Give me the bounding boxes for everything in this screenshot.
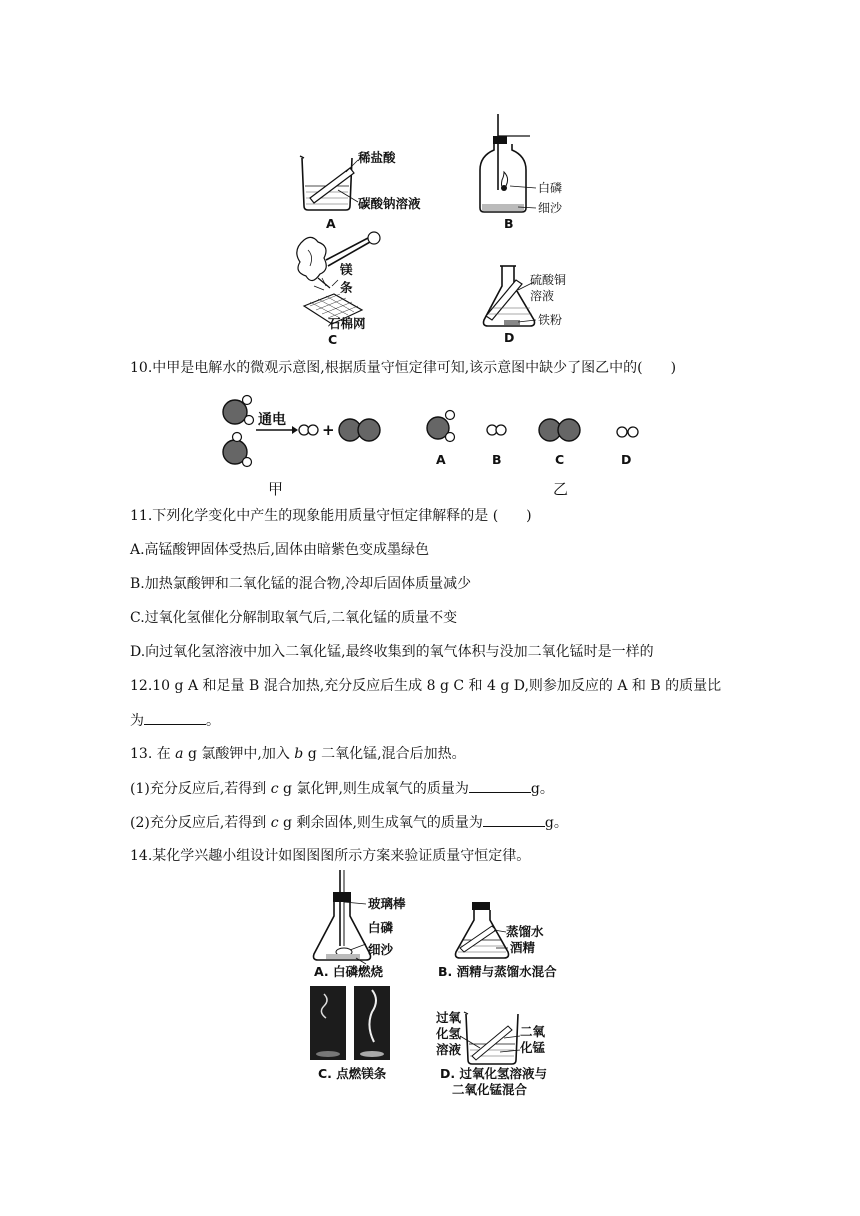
electrolysis-diagram [210, 390, 650, 500]
answer-blank[interactable] [483, 812, 545, 827]
question-11-option-b: B.加热氯酸钾和二氧化锰的混合物,冷却后固体质量减少 [130, 576, 472, 592]
tag-c: C [328, 332, 338, 347]
label-alcohol: 酒精 [510, 940, 536, 955]
apparatus-d [484, 266, 567, 345]
label-magnesium-1: 镁 [340, 262, 353, 277]
diagram-jia [223, 396, 380, 499]
label-iron-powder: 铁粉 [538, 313, 563, 327]
question-11-option-a: A.高锰酸钾固体受热后,固体由暗紫色变成墨绿色 [130, 542, 430, 558]
setup-d-peroxide [435, 1010, 547, 1097]
option-a: A [436, 452, 446, 467]
label-manganese-dioxide-2: 化锰 [520, 1040, 546, 1055]
option-d: D [621, 452, 632, 467]
question-13-text: 13. 在 a g 氯酸钾中,加入 b g 二氧化锰,混合后加热。 [130, 746, 466, 762]
setup-a-white-phosphorus [314, 870, 407, 979]
caption-b: B. 酒精与蒸馏水混合 [438, 964, 557, 979]
question-10-text: 10.中甲是电解水的微观示意图,根据质量守恒定律可知,该示意图中缺少了图乙中的( ) [130, 360, 677, 376]
label-dilute-hcl: 稀盐酸 [358, 150, 396, 165]
option-b: B [492, 452, 502, 467]
caption-a: A. 白磷燃烧 [314, 964, 384, 979]
setup-b-alcohol-water [438, 902, 557, 979]
apparatus-a [300, 150, 421, 231]
label-sodium-carbonate: 碳酸钠溶液 [358, 196, 421, 211]
answer-blank[interactable] [469, 778, 531, 793]
question-13-part1: (1)充分反应后,若得到 c g 氯化钾,则生成氧气的质量为 g。 [130, 778, 554, 799]
apparatus-b [480, 114, 563, 231]
question-11-text: 11.下列化学变化中产生的现象能用质量守恒定律解释的是 ( ) [130, 508, 532, 524]
caption-d-2: 二氧化锰混合 [452, 1082, 528, 1097]
label-copper-sulfate-1: 硫酸铜 [530, 273, 567, 287]
question-13-part2: (2)充分反应后,若得到 c g 剩余固体,则生成氧气的质量为 g。 [130, 812, 568, 833]
label-distilled-water: 蒸馏水 [506, 924, 544, 939]
plus-sign: + [322, 421, 335, 439]
label-fine-sand: 细沙 [538, 201, 563, 215]
caption-c: C. 点燃镁条 [318, 1066, 387, 1081]
experiment-figure-q9 [290, 110, 620, 350]
question-12-line1: 12.10 g A 和足量 B 混合加热,充分反应后生成 8 g C 和 4 g D,则参加反应的 A 和 B 的质量比 [130, 678, 722, 694]
label-white-phosphorus: 白磷 [538, 181, 563, 195]
label-glass-rod: 玻璃棒 [368, 896, 406, 911]
question-11-option-d: D.向过氧化氢溶液中加入二氧化锰,最终收集到的氧气体积与没加二氧化锰时是一样的 [130, 644, 654, 660]
arrow-label: 通电 [258, 412, 286, 428]
label-manganese-dioxide-1: 二氧 [520, 1024, 546, 1039]
question-11-option-c: C.过氧化氢催化分解制取氧气后,二氧化锰的质量不变 [130, 610, 458, 626]
question-12-line2: 为 。 [130, 710, 220, 731]
label-hydrogen-peroxide-2: 化氢 [436, 1026, 462, 1041]
diagram-yi [427, 411, 638, 499]
label-hydrogen-peroxide-1: 过氧 [436, 1010, 462, 1025]
setup-c-magnesium [310, 986, 390, 1081]
label-jia: 甲 [268, 480, 284, 498]
label-white-phosphorus: 白磷 [368, 920, 394, 935]
question-14-text: 14.某化学兴趣小组设计如图图图所示方案来验证质量守恒定律。 [130, 848, 531, 864]
label-copper-sulfate-2: 溶液 [530, 289, 555, 303]
apparatus-c [297, 232, 380, 347]
label-fine-sand: 细沙 [368, 942, 394, 957]
tag-a: A [326, 216, 336, 231]
caption-d-1: D. 过氧化氢溶液与 [440, 1066, 547, 1081]
experiment-figure-q14 [300, 866, 570, 1102]
tag-d: D [504, 330, 515, 345]
option-c: C [555, 452, 565, 467]
answer-blank[interactable] [144, 710, 206, 725]
label-asbestos-mesh: 石棉网 [328, 316, 366, 331]
label-yi: 乙 [553, 480, 569, 498]
label-hydrogen-peroxide-3: 溶液 [436, 1042, 462, 1057]
label-magnesium-2: 条 [340, 280, 353, 295]
tag-b: B [504, 216, 514, 231]
